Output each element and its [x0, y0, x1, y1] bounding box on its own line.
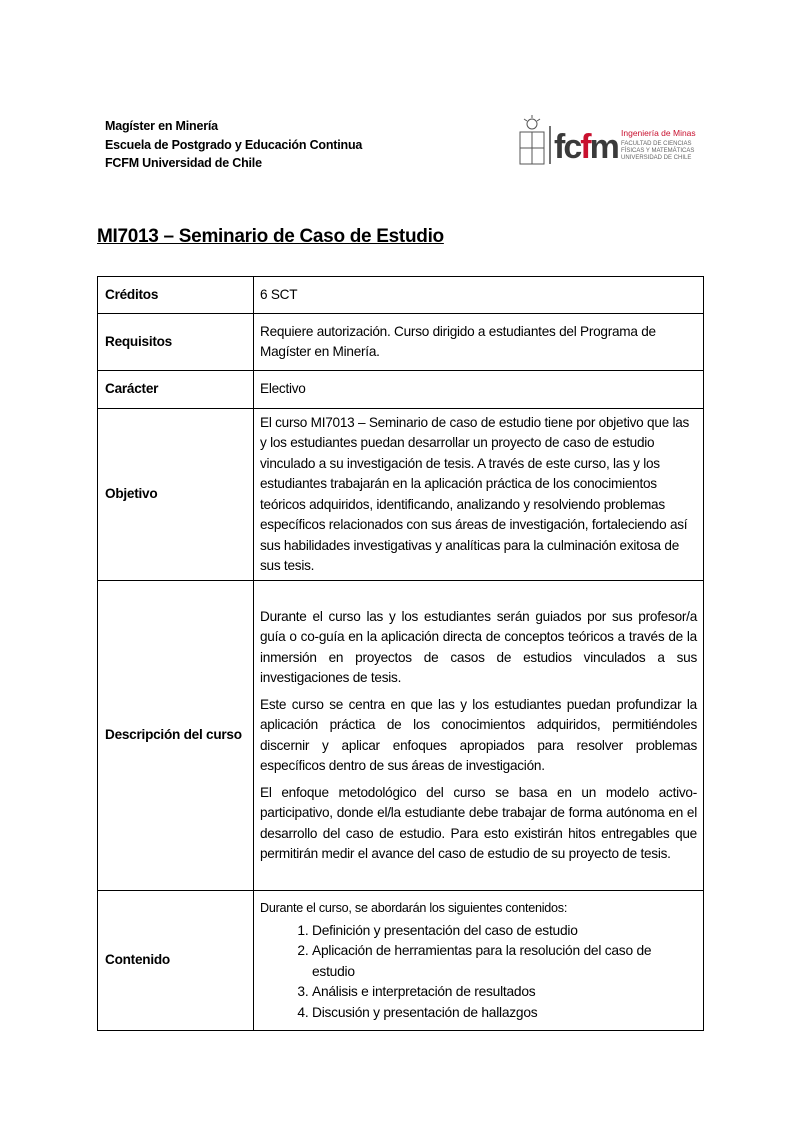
- program-header: [105, 117, 362, 173]
- description-value: [254, 581, 704, 891]
- list-item: 3. Análisis e interpretación de resultados: [312, 982, 697, 1003]
- svg-text:FACULTAD DE CIENCIAS: FACULTAD DE CIENCIAS: [621, 141, 692, 147]
- svg-text:Ingeniería de Minas: Ingeniería de Minas: [621, 128, 696, 138]
- table-row: [98, 409, 704, 581]
- svg-text:FÍSICAS Y MATEMÁTICAS: FÍSICAS Y MATEMÁTICAS: [621, 148, 695, 154]
- table-row: [98, 891, 704, 1031]
- table-row: [98, 277, 704, 314]
- university-name: FCFM Universidad de Chile: [105, 156, 262, 170]
- list-item: 1. Definición y presentación del caso de estudio: [312, 921, 697, 942]
- objective-value: El curso MI7013 – Seminario de caso de estudio tiene por objetivo que las y los estudiantes puedan desarrollar un proyecto de caso de estudio vinculado a su investigación de tesis. A través de este curso, las y los estudiantes trabajarán en la aplicación práctica de los conocimientos teóricos adquiridos, identificando, analizando y resolviendo problemas específicos relacionados con sus áreas de investigación, fortaleciendo así sus habilidades investigativas y analíticas para la culminación exitosa de sus tesis.: [254, 409, 704, 581]
- credits-value: 6 SCT: [254, 277, 704, 314]
- row-label: Objetivo: [98, 409, 254, 581]
- table-row: [98, 314, 704, 371]
- row-label: Requisitos: [98, 314, 254, 371]
- table-row: [98, 371, 704, 409]
- table-row: [98, 581, 704, 891]
- fcfm-logo: [518, 114, 708, 168]
- content-value: [254, 891, 704, 1031]
- row-label: Carácter: [98, 371, 254, 409]
- description-paragraph: Este curso se centra en que las y los estudiantes puedan profundizar la aplicación práctica de los conocimientos adquiridos, permitiéndoles discernir y aplicar enfoques apropiados para resolver problemas específicos dentro de sus áreas de investigación.: [260, 696, 697, 773]
- row-label: Contenido: [98, 891, 254, 1031]
- requirements-value: Requiere autorización. Curso dirigido a estudiantes del Programa de Magíster en Minería.: [254, 314, 704, 371]
- description-paragraph: Durante el curso las y los estudiantes serán guiados por sus profesor/a guía o co-guía en la aplicación directa de conceptos teóricos a través de la inmersión en proyectos de casos de estudios vinculados a sus investigaciones de tesis.: [260, 608, 697, 685]
- svg-text:UNIVERSIDAD DE CHILE: UNIVERSIDAD DE CHILE: [621, 155, 692, 161]
- program-name: Magíster en Minería: [105, 119, 218, 133]
- content-list: [260, 921, 697, 1024]
- course-info-table: [97, 276, 704, 1031]
- course-title: MI7013 – Seminario de Caso de Estudio: [97, 226, 444, 247]
- svg-text:fcfm: fcfm: [554, 128, 618, 166]
- content-intro: Durante el curso, se abordarán los siguientes contenidos:: [260, 901, 568, 915]
- list-item: 4. Discusión y presentación de hallazgos: [312, 1003, 697, 1024]
- list-item: 2. Aplicación de herramientas para la resolución del caso de estudio: [312, 941, 697, 982]
- row-label: Descripción del curso: [98, 581, 254, 891]
- university-crest-icon: [520, 115, 544, 164]
- character-value: Electivo: [254, 371, 704, 409]
- school-name: Escuela de Postgrado y Educación Continua: [105, 137, 363, 152]
- description-paragraph: El enfoque metodológico del curso se basa en un modelo activo-participativo, donde el/la estudiante debe trabajar de forma autónoma en el desarrollo del caso de estudio. Para esto existirán hitos entregables que permitirán medir el avance del caso de estudio de su proyecto de tesis.: [260, 784, 697, 861]
- row-label: Créditos: [98, 277, 254, 314]
